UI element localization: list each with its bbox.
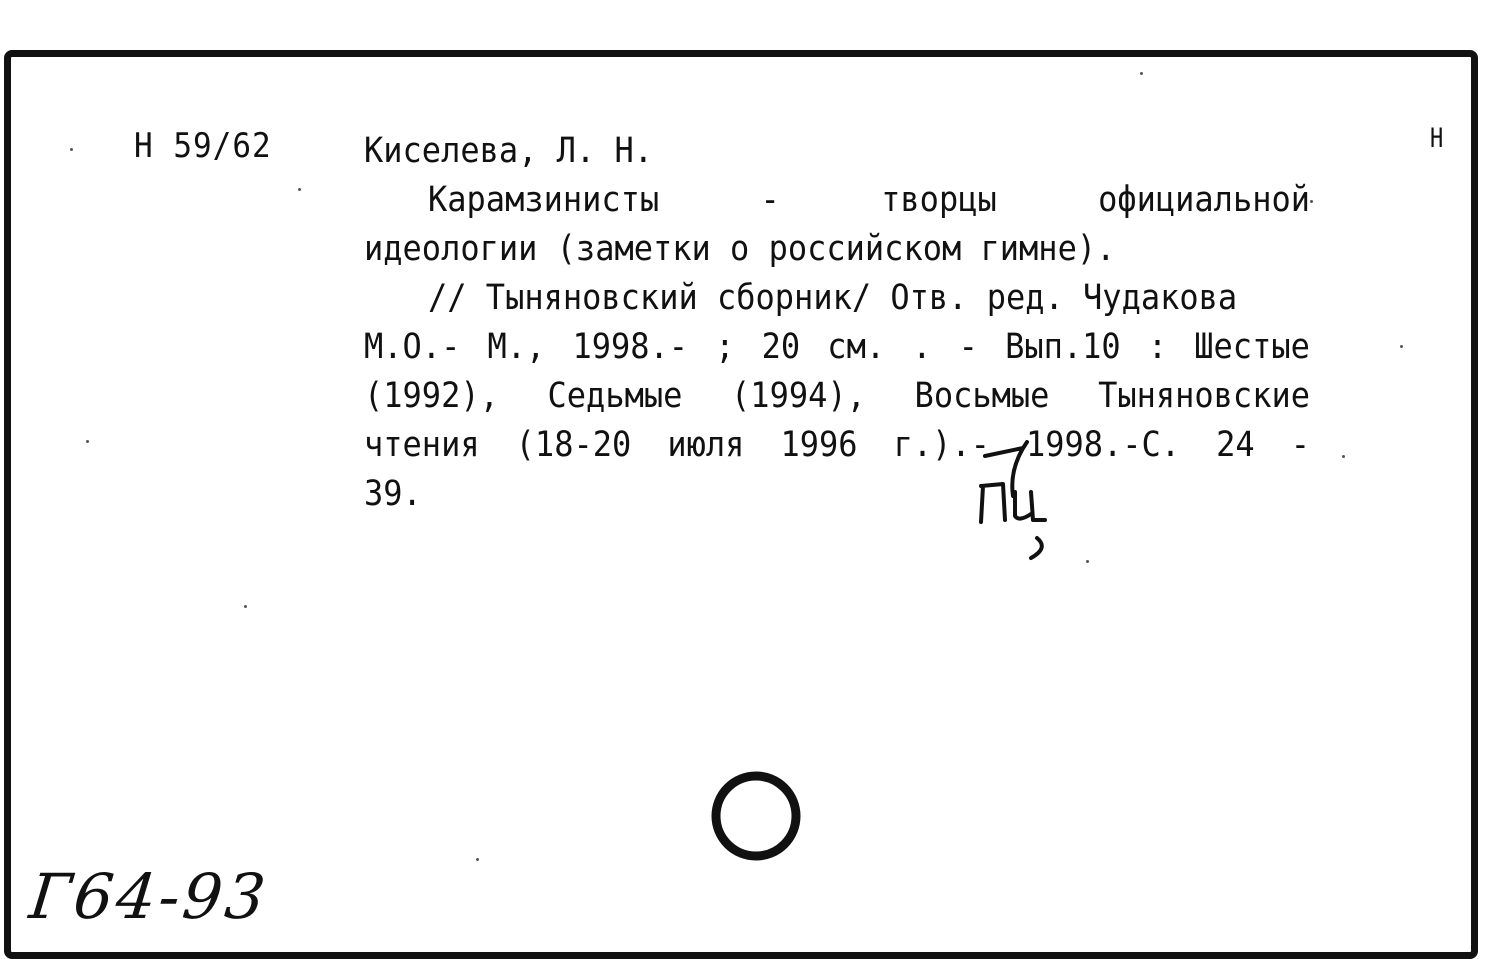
title-line-1 — [364, 173, 1310, 226]
paper-speck — [1310, 200, 1313, 203]
source-word: Вып.10 — [1005, 325, 1121, 367]
source-word: (18-20 — [515, 423, 632, 465]
source-word: 20 — [761, 325, 801, 367]
source-word: М.О.- — [364, 325, 461, 367]
title-word: Карамзинисты — [428, 178, 660, 220]
source-word: М., — [487, 325, 546, 367]
source-word: - — [958, 325, 978, 367]
source-word: ; — [715, 325, 735, 367]
source-word: : — [1147, 325, 1168, 367]
paper-speck — [298, 188, 301, 191]
source-word: . — [912, 325, 932, 367]
shelfmark: Н 59/62 — [134, 126, 272, 166]
source-word: Шестые — [1194, 325, 1310, 367]
source-line-3 — [364, 369, 1310, 422]
source-word: см. — [827, 325, 886, 367]
source-word: 1996 — [780, 423, 858, 465]
punched-hole-circle — [704, 764, 808, 868]
source-line-2 — [364, 320, 1310, 373]
source-word: чтения — [364, 423, 480, 465]
source-word: г.).- — [893, 423, 990, 465]
title-word: творцы — [881, 178, 997, 220]
paper-speck — [1140, 72, 1143, 75]
source-word: Тыняновские — [1098, 374, 1310, 416]
source-word: (1992), — [364, 374, 499, 416]
source-word: 1998.-С. — [1025, 423, 1181, 465]
paper-speck — [70, 148, 73, 151]
title-line-2: идеологии (заметки о российском гимне). — [364, 227, 1116, 269]
bibliographic-entry — [364, 124, 1310, 516]
paper-speck — [1086, 560, 1089, 563]
source-word: 1998.- — [572, 325, 689, 367]
title-word: официальной — [1098, 178, 1310, 220]
source-word: - — [1290, 423, 1310, 465]
source-line-1: // Тыняновский сборник/ Отв. ред. Чудакова — [428, 276, 1238, 318]
title-word: - — [760, 178, 780, 220]
paper-speck — [1342, 455, 1345, 458]
paper-speck — [1400, 345, 1403, 348]
source-line-5: 39. — [364, 472, 422, 514]
handwritten-accession-number: Г64-93 — [26, 860, 272, 933]
corner-mark: Н — [1430, 124, 1444, 154]
source-word: (1994), — [731, 374, 866, 416]
source-word: Седьмые — [547, 374, 683, 416]
paper-speck — [476, 858, 479, 861]
handwritten-initials-mark — [965, 440, 1065, 570]
source-word: 24 — [1216, 423, 1255, 465]
author-line: Киселева, Л. Н. — [364, 129, 653, 171]
source-word: июля — [667, 423, 745, 465]
paper-speck — [244, 605, 247, 608]
source-word: Восьмые — [914, 374, 1050, 416]
source-line-4 — [364, 418, 1310, 471]
paper-speck — [86, 440, 89, 443]
